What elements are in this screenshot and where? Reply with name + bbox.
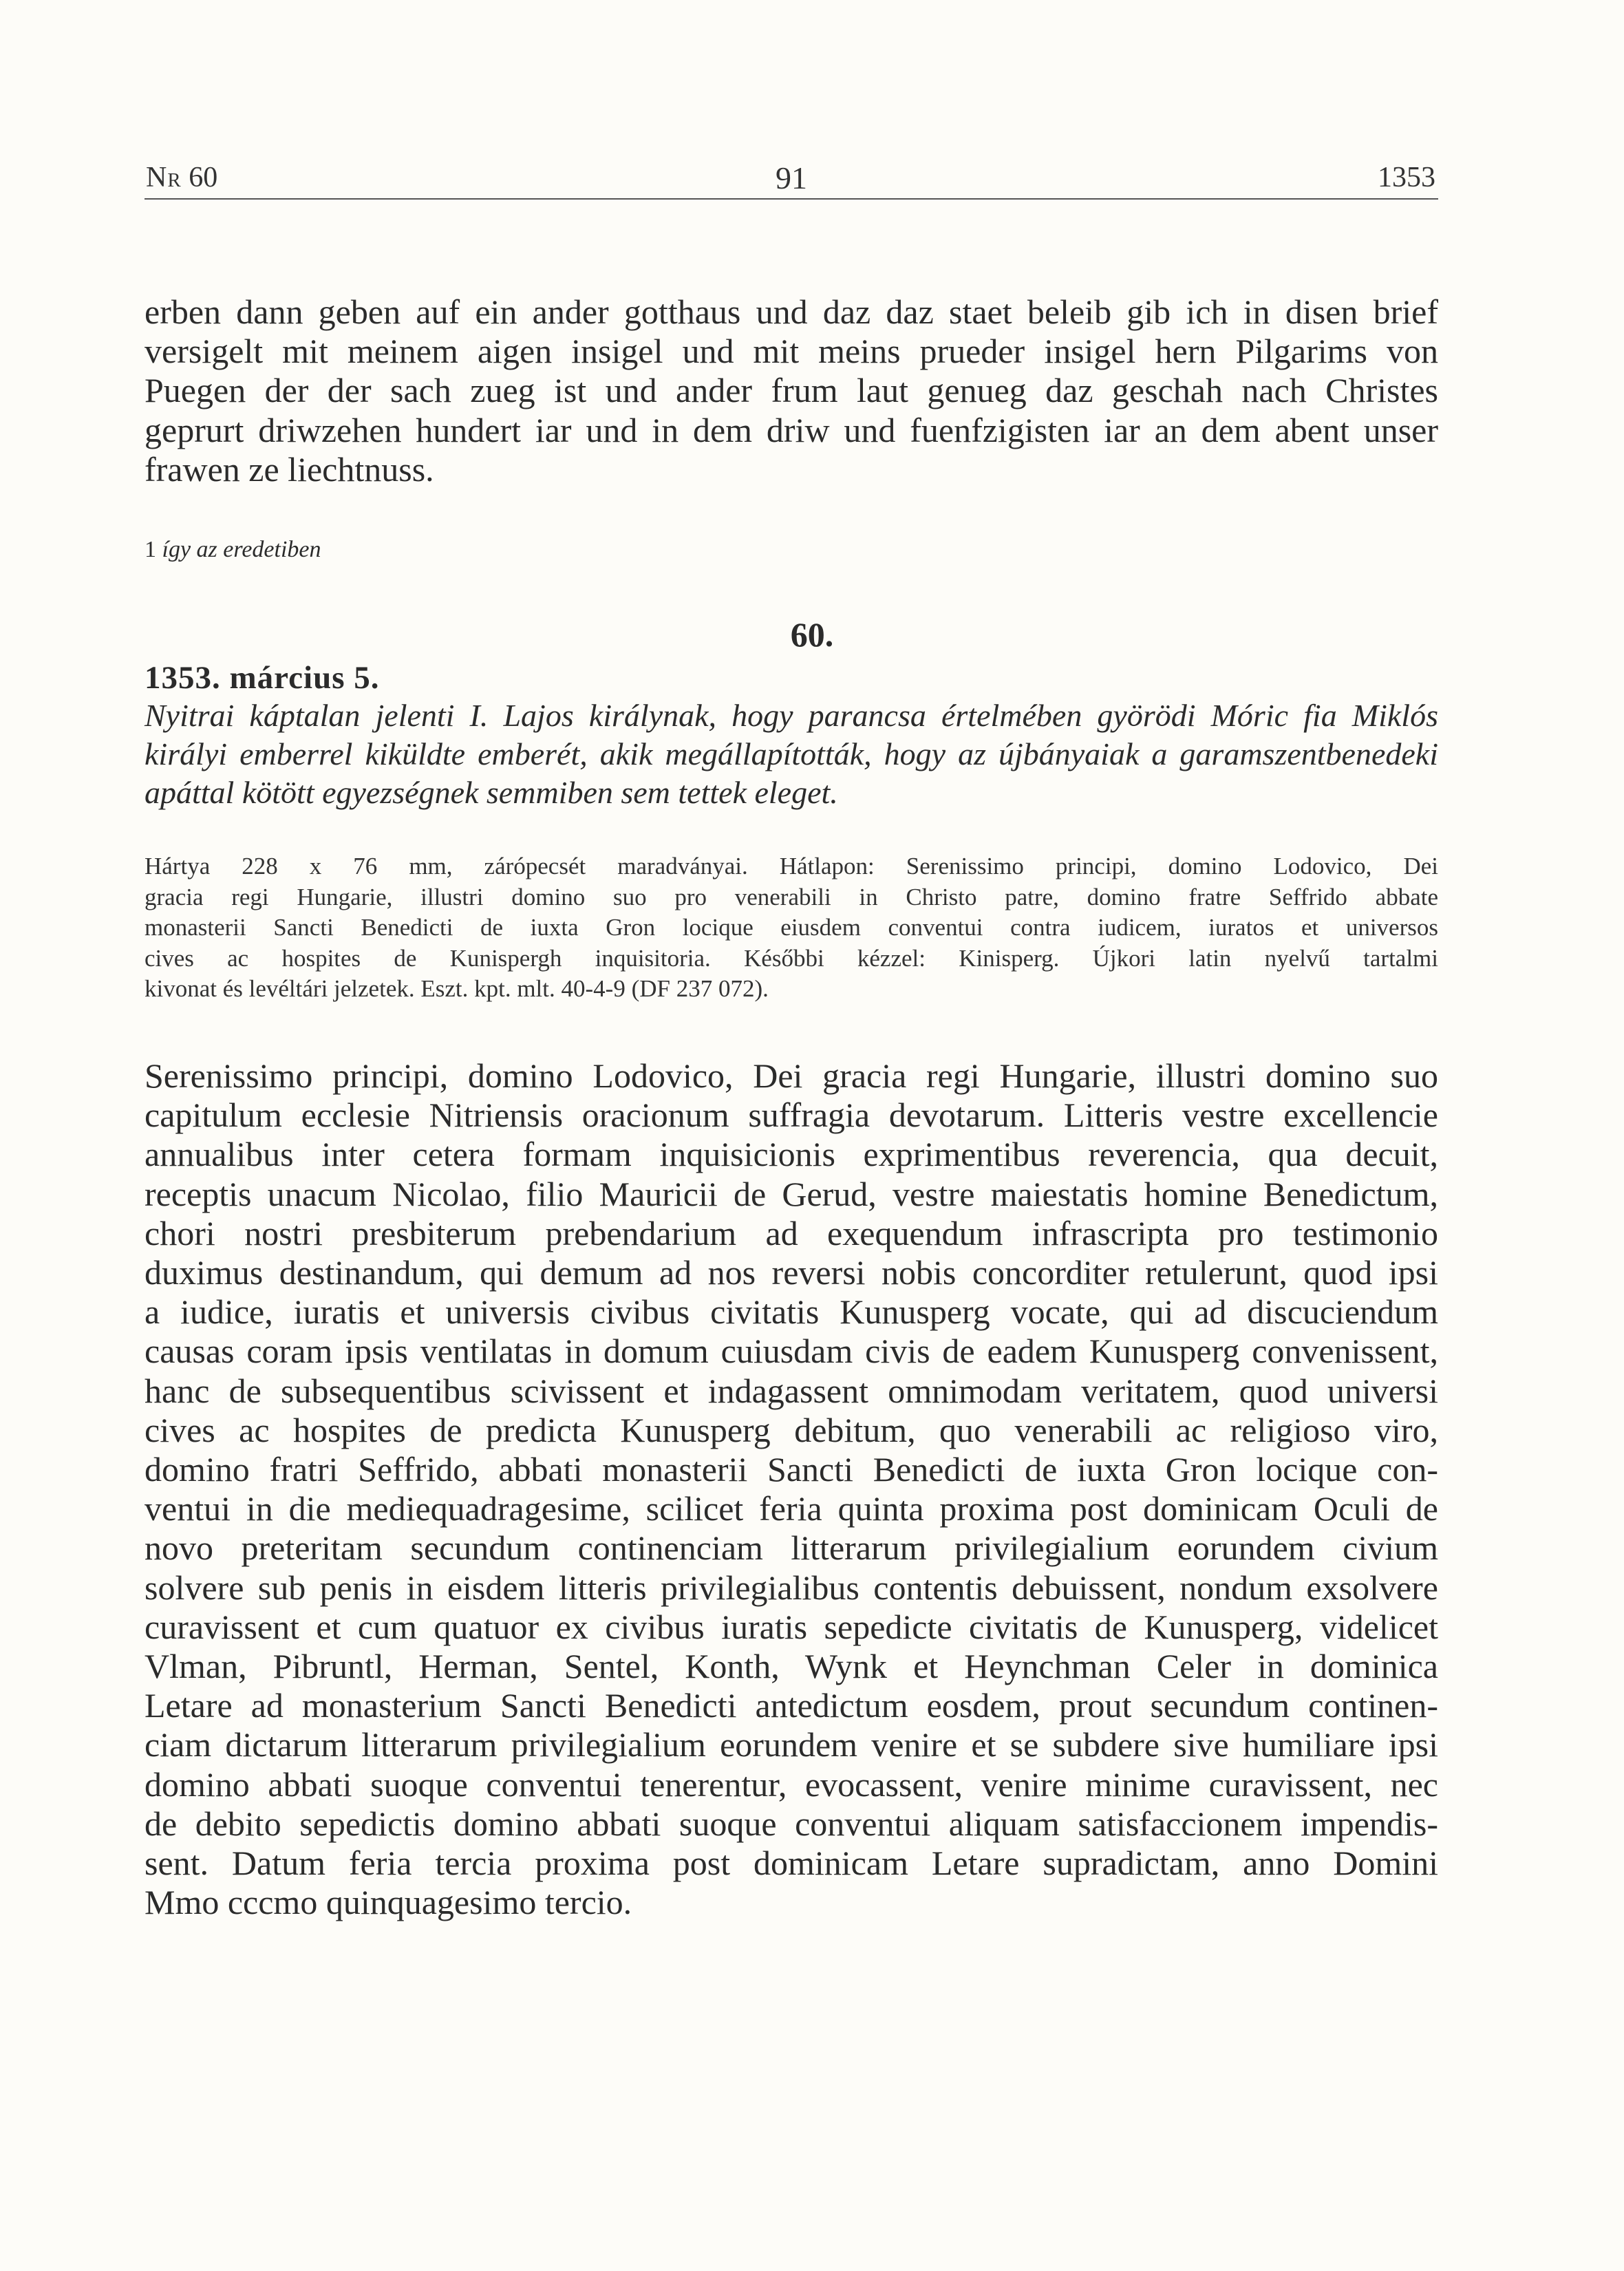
footnote [145, 537, 321, 563]
charter-line: duximus destinandum, qui demum ad nos reversi nobis concorditer retulerunt, quod ipsi [145, 1253, 1438, 1292]
nr-prefix: Nr [146, 162, 182, 193]
text-line: frawen ze liechtnuss. [145, 449, 434, 489]
charter-line: cives ac hospites de predicta Kunusperg debitum, quo venerabili ac religioso viro, [145, 1410, 1438, 1449]
previous-document-text [145, 292, 1438, 489]
source-line: Hártya 228 x 76 mm, zárópecsét maradványai. Hátlapon: Serenissimo principi, domino Lodovico, Dei [145, 853, 1438, 879]
footnote-text: így az eredetiben [162, 537, 321, 562]
charter-line: receptis unacum Nicolao, filio Mauricii de Gerud, vestre maiestatis homine Benedictum, [145, 1174, 1438, 1213]
header-year: 1353 [1378, 162, 1435, 193]
charter-line: Letare ad monasterium Sancti Benedicti antedictum eosdem, prout secundum continen- [145, 1686, 1438, 1725]
charter-line: solvere sub penis in eisdem litteris privilegialibus contentis debuissent, nondum exsolvere [145, 1568, 1438, 1607]
source-line: kivonat és levéltári jelzetek. Eszt. kpt. mlt. 40-4-9 (DF 237 072). [145, 975, 769, 1002]
source-description [145, 851, 1438, 1005]
running-head [145, 157, 1438, 200]
charter-line: a iudice, iuratis et universis civibus civitatis Kunusperg vocate, qui ad discuciendum [145, 1292, 1438, 1332]
document-date: 1353. március 5. [145, 660, 380, 696]
charter-line: novo preteritam secundum continenciam litterarum privilegialium eorundem civium [145, 1528, 1438, 1568]
regest-line: királyi emberrel kiküldte emberét, akik megállapították, hogy az újbányaiak a garamszentbenedeki [145, 736, 1438, 771]
regest-line: apáttal kötött egyezségnek semmiben sem tettek eleget. [145, 775, 838, 810]
charter-line: domino abbati suoque conventui tenerentur, evocassent, venire minime curavissent, nec [145, 1764, 1438, 1804]
charter-line: de debito sepedictis domino abbati suoque conventui aliquam satisfaccionem impendis- [145, 1804, 1438, 1843]
regest-line: Nyitrai káptalan jelenti I. Lajos királynak, hogy parancsa értelmében györödi Móric fia Miklós [145, 698, 1438, 733]
text-line: versigelt mit meinem aigen insigel und mit meins prueder insigel hern Pilgarims von [145, 332, 1438, 371]
source-line: monasterii Sancti Benedicti de iuxta Gron locique eiusdem conventui contra iudicem, iuratos et universos [145, 914, 1438, 941]
source-line: cives ac hospites de Kunispergh inquisitoria. Későbbi kézzel: Kinisperg. Újkori latin nyelvű tartalmi [145, 944, 1438, 972]
charter-line: curavissent et cum quatuor ex civibus iuratis sepedicte civitatis de Kunusperg, videlicet [145, 1607, 1438, 1646]
text-line: erben dann geben auf ein ander gotthaus und daz daz staet beleib gib ich in disen brief [145, 292, 1438, 331]
charter-line: hanc de subsequentibus scivissent et indagassent omnimodam veritatem, quod universi [145, 1371, 1438, 1410]
text-line: Puegen der der sach zueg ist und ander frum laut genueg daz geschah nach Christes [145, 371, 1438, 410]
charter-line: ventui in die mediequadragesime, scilicet feria quinta proxima post dominicam Oculi de [145, 1489, 1438, 1528]
document-number: 60. [790, 615, 834, 654]
text-line: geprurt driwzehen hundert iar und in dem driw und fuenfzigisten iar an dem abent unser [145, 410, 1438, 449]
page-number: 91 [776, 160, 807, 195]
charter-line: domino fratri Seffrido, abbati monasterii Sancti Benedicti de iuxta Gron locique con- [145, 1450, 1438, 1489]
charter-line: chori nostri presbiterum prebendarium ad exequendum infrascripta pro testimonio [145, 1213, 1438, 1252]
charter-line: capitulum ecclesie Nitriensis oracionum suffragia devotarum. Litteris vestre excellencie [145, 1096, 1438, 1135]
charter-text [145, 1056, 1438, 1922]
footnote-number: 1 [145, 537, 156, 562]
charter-line: Vlman, Pibruntl, Herman, Sentel, Konth, Wynk et Heynchman Celer in dominica [145, 1647, 1438, 1686]
nr-value: 60 [189, 162, 218, 193]
source-line: gracia regi Hungarie, illustri domino suo pro venerabili in Christo patre, domino fratre Seffrido abbate [145, 883, 1438, 910]
regest [145, 696, 1438, 812]
charter-line: annualibus inter cetera formam inquisicionis exprimentibus reverencia, qua decuit, [145, 1135, 1438, 1174]
charter-line: Serenissimo principi, domino Lodovico, Dei gracia regi Hungarie, illustri domino suo [145, 1056, 1438, 1095]
charter-line: causas coram ipsis ventilatas in domum cuiusdam civis de eadem Kunusperg convenissent, [145, 1332, 1438, 1371]
charter-line: Mmo cccmo quinquagesimo tercio. [145, 1883, 632, 1922]
charter-line: sent. Datum feria tercia proxima post dominicam Letare supradictam, anno Domini [145, 1844, 1438, 1883]
charter-line: ciam dictarum litterarum privilegialium eorundem venire et se subdere sive humiliare ipsi [145, 1725, 1438, 1764]
